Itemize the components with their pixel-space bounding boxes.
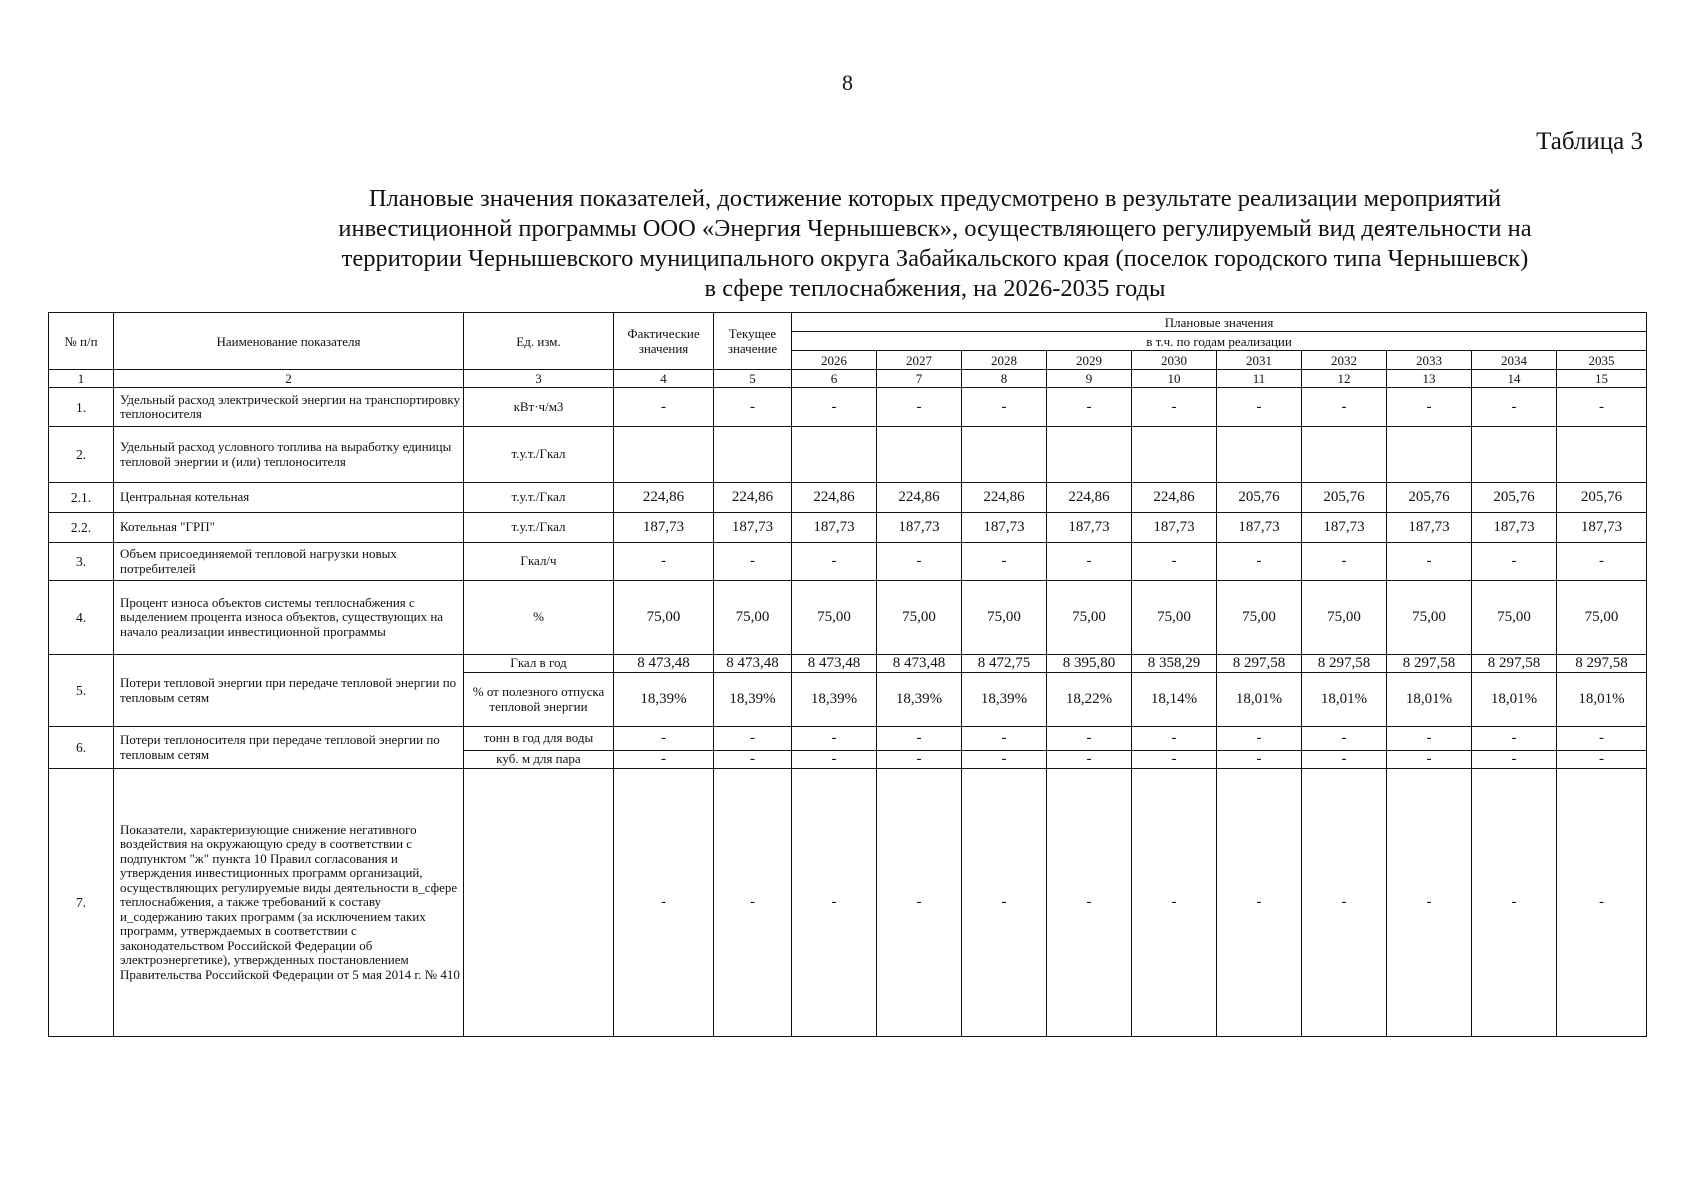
value-cell: - bbox=[614, 543, 714, 581]
value-cell: 75,00 bbox=[792, 581, 877, 655]
value-cell: - bbox=[792, 769, 877, 1037]
value-cell bbox=[792, 427, 877, 483]
indicator-name: Центральная котельная bbox=[114, 483, 464, 513]
column-number: 9 bbox=[1047, 370, 1132, 388]
header-name: Наименование показателя bbox=[114, 313, 464, 370]
value-cell: - bbox=[714, 727, 792, 751]
column-number: 13 bbox=[1387, 370, 1472, 388]
title-line: территории Чернышевского муниципального округа Забайкальского края (поселок городского типа Чернышевск) bbox=[341, 245, 1529, 272]
value-cell: 18,22% bbox=[1047, 673, 1132, 727]
unit-cell: Гкал в год bbox=[464, 655, 614, 673]
value-cell: 18,01% bbox=[1387, 673, 1472, 727]
value-cell: - bbox=[962, 727, 1047, 751]
value-cell: - bbox=[877, 388, 962, 427]
header-num: № п/п bbox=[49, 313, 114, 370]
value-cell: 75,00 bbox=[1217, 581, 1302, 655]
header-year: 2028 bbox=[962, 351, 1047, 370]
column-number: 10 bbox=[1132, 370, 1217, 388]
value-cell: - bbox=[877, 543, 962, 581]
value-cell: 75,00 bbox=[1387, 581, 1472, 655]
value-cell: - bbox=[962, 388, 1047, 427]
value-cell: - bbox=[1302, 751, 1387, 769]
value-cell: 75,00 bbox=[877, 581, 962, 655]
header-unit: Ед. изм. bbox=[464, 313, 614, 370]
unit-cell: тонн в год для воды bbox=[464, 727, 614, 751]
value-cell: - bbox=[1472, 751, 1557, 769]
value-cell: - bbox=[1217, 751, 1302, 769]
value-cell: 224,86 bbox=[877, 483, 962, 513]
title-line: в сфере теплоснабжения, на 2026-2035 годы bbox=[704, 275, 1166, 302]
table-row bbox=[49, 769, 1647, 1037]
value-cell: - bbox=[1047, 727, 1132, 751]
value-cell bbox=[614, 427, 714, 483]
document-title bbox=[180, 184, 1690, 304]
value-cell: 187,73 bbox=[1472, 513, 1557, 543]
value-cell: 75,00 bbox=[1047, 581, 1132, 655]
header-year: 2027 bbox=[877, 351, 962, 370]
column-numbers-row bbox=[49, 370, 1647, 388]
value-cell: 75,00 bbox=[614, 581, 714, 655]
value-cell: 224,86 bbox=[614, 483, 714, 513]
value-cell: 205,76 bbox=[1217, 483, 1302, 513]
value-cell: 8 297,58 bbox=[1472, 655, 1557, 673]
value-cell: 18,01% bbox=[1302, 673, 1387, 727]
value-cell: - bbox=[714, 543, 792, 581]
value-cell: - bbox=[1217, 769, 1302, 1037]
unit-cell: кВт·ч/м3 bbox=[464, 388, 614, 427]
column-number: 3 bbox=[464, 370, 614, 388]
column-number: 2 bbox=[114, 370, 464, 388]
value-cell: - bbox=[1387, 543, 1472, 581]
table-row bbox=[49, 727, 1647, 751]
value-cell bbox=[1302, 427, 1387, 483]
header-year: 2026 bbox=[792, 351, 877, 370]
value-cell: - bbox=[792, 751, 877, 769]
value-cell: 8 297,58 bbox=[1387, 655, 1472, 673]
indicators-table bbox=[48, 312, 1647, 1037]
table-row bbox=[49, 427, 1647, 483]
value-cell: 187,73 bbox=[1047, 513, 1132, 543]
value-cell bbox=[962, 427, 1047, 483]
value-cell: 18,01% bbox=[1217, 673, 1302, 727]
value-cell: 205,76 bbox=[1557, 483, 1647, 513]
value-cell: - bbox=[1472, 543, 1557, 581]
value-cell: 187,73 bbox=[792, 513, 877, 543]
value-cell bbox=[1472, 427, 1557, 483]
table-row bbox=[49, 388, 1647, 427]
value-cell: - bbox=[877, 751, 962, 769]
value-cell: 75,00 bbox=[1302, 581, 1387, 655]
value-cell: - bbox=[614, 769, 714, 1037]
indicator-name: Потери тепловой энергии при передаче тепловой энергии по тепловым сетям bbox=[114, 655, 464, 727]
value-cell: 75,00 bbox=[962, 581, 1047, 655]
value-cell: 18,39% bbox=[792, 673, 877, 727]
table-row bbox=[49, 543, 1647, 581]
value-cell: 8 297,58 bbox=[1302, 655, 1387, 673]
unit-cell: т.у.т./Гкал bbox=[464, 427, 614, 483]
value-cell: - bbox=[1557, 543, 1647, 581]
value-cell: - bbox=[962, 543, 1047, 581]
value-cell: - bbox=[1472, 769, 1557, 1037]
value-cell: - bbox=[1217, 388, 1302, 427]
row-number: 2.1. bbox=[49, 483, 114, 513]
value-cell: - bbox=[1047, 388, 1132, 427]
value-cell: 187,73 bbox=[1387, 513, 1472, 543]
row-number: 4. bbox=[49, 581, 114, 655]
value-cell: 75,00 bbox=[1132, 581, 1217, 655]
value-cell: 18,39% bbox=[714, 673, 792, 727]
header-year: 2033 bbox=[1387, 351, 1472, 370]
value-cell: - bbox=[1302, 543, 1387, 581]
row-number: 3. bbox=[49, 543, 114, 581]
unit-cell: % bbox=[464, 581, 614, 655]
value-cell: 8 473,48 bbox=[792, 655, 877, 673]
value-cell: - bbox=[1387, 769, 1472, 1037]
value-cell: 224,86 bbox=[962, 483, 1047, 513]
table-row bbox=[49, 513, 1647, 543]
header-year: 2029 bbox=[1047, 351, 1132, 370]
indicator-name: Процент износа объектов системы теплоснабжения с выделением процента износа объектов, существующих на начало реализации инвестиционной программы bbox=[114, 581, 464, 655]
value-cell: - bbox=[1217, 543, 1302, 581]
indicator-name: Объем присоединяемой тепловой нагрузки новых потребителей bbox=[114, 543, 464, 581]
header-row bbox=[49, 313, 1647, 332]
row-number: 1. bbox=[49, 388, 114, 427]
value-cell bbox=[1387, 427, 1472, 483]
value-cell: 8 473,48 bbox=[714, 655, 792, 673]
value-cell: - bbox=[1047, 769, 1132, 1037]
value-cell: - bbox=[1302, 727, 1387, 751]
unit-cell: т.у.т./Гкал bbox=[464, 483, 614, 513]
column-number: 7 bbox=[877, 370, 962, 388]
value-cell: 187,73 bbox=[1302, 513, 1387, 543]
column-number: 15 bbox=[1557, 370, 1647, 388]
header-year: 2035 bbox=[1557, 351, 1647, 370]
value-cell: - bbox=[714, 388, 792, 427]
value-cell: 205,76 bbox=[1302, 483, 1387, 513]
value-cell: 8 297,58 bbox=[1557, 655, 1647, 673]
value-cell: - bbox=[877, 727, 962, 751]
value-cell: - bbox=[1217, 727, 1302, 751]
value-cell: 18,14% bbox=[1132, 673, 1217, 727]
header-year: 2031 bbox=[1217, 351, 1302, 370]
indicator-name: Удельный расход электрической энергии на транспортировку теплоносителя bbox=[114, 388, 464, 427]
value-cell: 8 395,80 bbox=[1047, 655, 1132, 673]
value-cell: - bbox=[792, 388, 877, 427]
value-cell: - bbox=[1557, 751, 1647, 769]
value-cell: 187,73 bbox=[1557, 513, 1647, 543]
table-row bbox=[49, 581, 1647, 655]
value-cell: - bbox=[1132, 543, 1217, 581]
value-cell: - bbox=[1047, 543, 1132, 581]
value-cell: - bbox=[1387, 727, 1472, 751]
value-cell: 205,76 bbox=[1472, 483, 1557, 513]
value-cell bbox=[1132, 427, 1217, 483]
header-actual: Фактические значения bbox=[614, 313, 714, 370]
column-number: 14 bbox=[1472, 370, 1557, 388]
title-line: инвестиционной программы ООО «Энергия Чернышевск», осуществляющего регулируемый вид деятельности на bbox=[338, 215, 1532, 242]
table-row bbox=[49, 655, 1647, 673]
table-row bbox=[49, 483, 1647, 513]
value-cell: - bbox=[1472, 388, 1557, 427]
header-year: 2034 bbox=[1472, 351, 1557, 370]
value-cell: - bbox=[1557, 727, 1647, 751]
value-cell: 75,00 bbox=[1557, 581, 1647, 655]
value-cell: - bbox=[792, 543, 877, 581]
column-number: 6 bbox=[792, 370, 877, 388]
row-number: 5. bbox=[49, 655, 114, 727]
value-cell: 18,39% bbox=[877, 673, 962, 727]
value-cell: 187,73 bbox=[714, 513, 792, 543]
unit-cell: т.у.т./Гкал bbox=[464, 513, 614, 543]
value-cell bbox=[714, 427, 792, 483]
column-number: 12 bbox=[1302, 370, 1387, 388]
value-cell: - bbox=[1302, 388, 1387, 427]
value-cell: - bbox=[1132, 751, 1217, 769]
value-cell: 8 297,58 bbox=[1217, 655, 1302, 673]
value-cell: 8 473,48 bbox=[614, 655, 714, 673]
value-cell: 187,73 bbox=[962, 513, 1047, 543]
value-cell: 187,73 bbox=[1217, 513, 1302, 543]
value-cell: - bbox=[1387, 388, 1472, 427]
indicator-name: Потери теплоносителя при передаче тепловой энергии по тепловым сетям bbox=[114, 727, 464, 769]
value-cell: 18,01% bbox=[1557, 673, 1647, 727]
value-cell: 224,86 bbox=[1132, 483, 1217, 513]
value-cell: 187,73 bbox=[1132, 513, 1217, 543]
row-number: 2.2. bbox=[49, 513, 114, 543]
indicator-name: Котельная "ГРП" bbox=[114, 513, 464, 543]
value-cell: - bbox=[1302, 769, 1387, 1037]
value-cell: 8 473,48 bbox=[877, 655, 962, 673]
value-cell: - bbox=[1472, 727, 1557, 751]
value-cell: - bbox=[877, 769, 962, 1037]
value-cell: - bbox=[614, 751, 714, 769]
value-cell: - bbox=[1047, 751, 1132, 769]
value-cell: 187,73 bbox=[877, 513, 962, 543]
row-number: 6. bbox=[49, 727, 114, 769]
row-number: 7. bbox=[49, 769, 114, 1037]
column-number: 11 bbox=[1217, 370, 1302, 388]
value-cell: - bbox=[792, 727, 877, 751]
value-cell: - bbox=[614, 727, 714, 751]
value-cell: - bbox=[1557, 769, 1647, 1037]
value-cell: - bbox=[714, 769, 792, 1037]
indicator-name: Удельный расход условного топлива на выработку единицы тепловой энергии и (или) теплоносителя bbox=[114, 427, 464, 483]
value-cell: - bbox=[1557, 388, 1647, 427]
value-cell: 18,39% bbox=[962, 673, 1047, 727]
value-cell: - bbox=[962, 769, 1047, 1037]
value-cell: 205,76 bbox=[1387, 483, 1472, 513]
column-number: 1 bbox=[49, 370, 114, 388]
value-cell: - bbox=[962, 751, 1047, 769]
unit-cell bbox=[464, 769, 614, 1037]
unit-cell: % от полезного отпуска тепловой энергии bbox=[464, 673, 614, 727]
value-cell: 75,00 bbox=[714, 581, 792, 655]
value-cell: 187,73 bbox=[614, 513, 714, 543]
indicator-name: Показатели, характеризующие снижение негативного воздействия на окружающую среду в соответствии с подпунктом "ж" пункта 10 Правил согласования и утверждения инвестиционных программ организаций, осуществляющих регулируемые виды деятельности в_сфере теплоснабжения, а также требований к составу и_содержанию таких программ (за исключением таких программ, утверждаемых в соответствии с законодательством Российской Федерации об электроэнергетике), утвержденных постановлением Правительства Российской Федерации от 5 мая 2014 г. № 410 bbox=[114, 769, 464, 1037]
value-cell bbox=[1217, 427, 1302, 483]
value-cell bbox=[1557, 427, 1647, 483]
column-number: 5 bbox=[714, 370, 792, 388]
value-cell bbox=[1047, 427, 1132, 483]
value-cell bbox=[877, 427, 962, 483]
value-cell: 224,86 bbox=[792, 483, 877, 513]
value-cell: 75,00 bbox=[1472, 581, 1557, 655]
unit-cell: куб. м для пара bbox=[464, 751, 614, 769]
column-number: 4 bbox=[614, 370, 714, 388]
value-cell: - bbox=[614, 388, 714, 427]
value-cell: 18,39% bbox=[614, 673, 714, 727]
column-number: 8 bbox=[962, 370, 1047, 388]
value-cell: - bbox=[1387, 751, 1472, 769]
header-planned: Плановые значения bbox=[792, 313, 1647, 332]
table-label: Таблица 3 bbox=[1536, 128, 1643, 155]
value-cell: 224,86 bbox=[1047, 483, 1132, 513]
value-cell: 8 358,29 bbox=[1132, 655, 1217, 673]
value-cell: 8 472,75 bbox=[962, 655, 1047, 673]
value-cell: 224,86 bbox=[714, 483, 792, 513]
page-number: 8 bbox=[842, 70, 853, 95]
header-year: 2030 bbox=[1132, 351, 1217, 370]
header-year: 2032 bbox=[1302, 351, 1387, 370]
value-cell: - bbox=[1132, 388, 1217, 427]
value-cell: - bbox=[1132, 727, 1217, 751]
value-cell: - bbox=[1132, 769, 1217, 1037]
value-cell: - bbox=[714, 751, 792, 769]
value-cell: 18,01% bbox=[1472, 673, 1557, 727]
unit-cell: Гкал/ч bbox=[464, 543, 614, 581]
header-current: Текущее значение bbox=[714, 313, 792, 370]
title-line: Плановые значения показателей, достижение которых предусмотрено в результате реализации мероприятий bbox=[368, 185, 1502, 212]
row-number: 2. bbox=[49, 427, 114, 483]
header-by-years: в т.ч. по годам реализации bbox=[792, 332, 1647, 351]
